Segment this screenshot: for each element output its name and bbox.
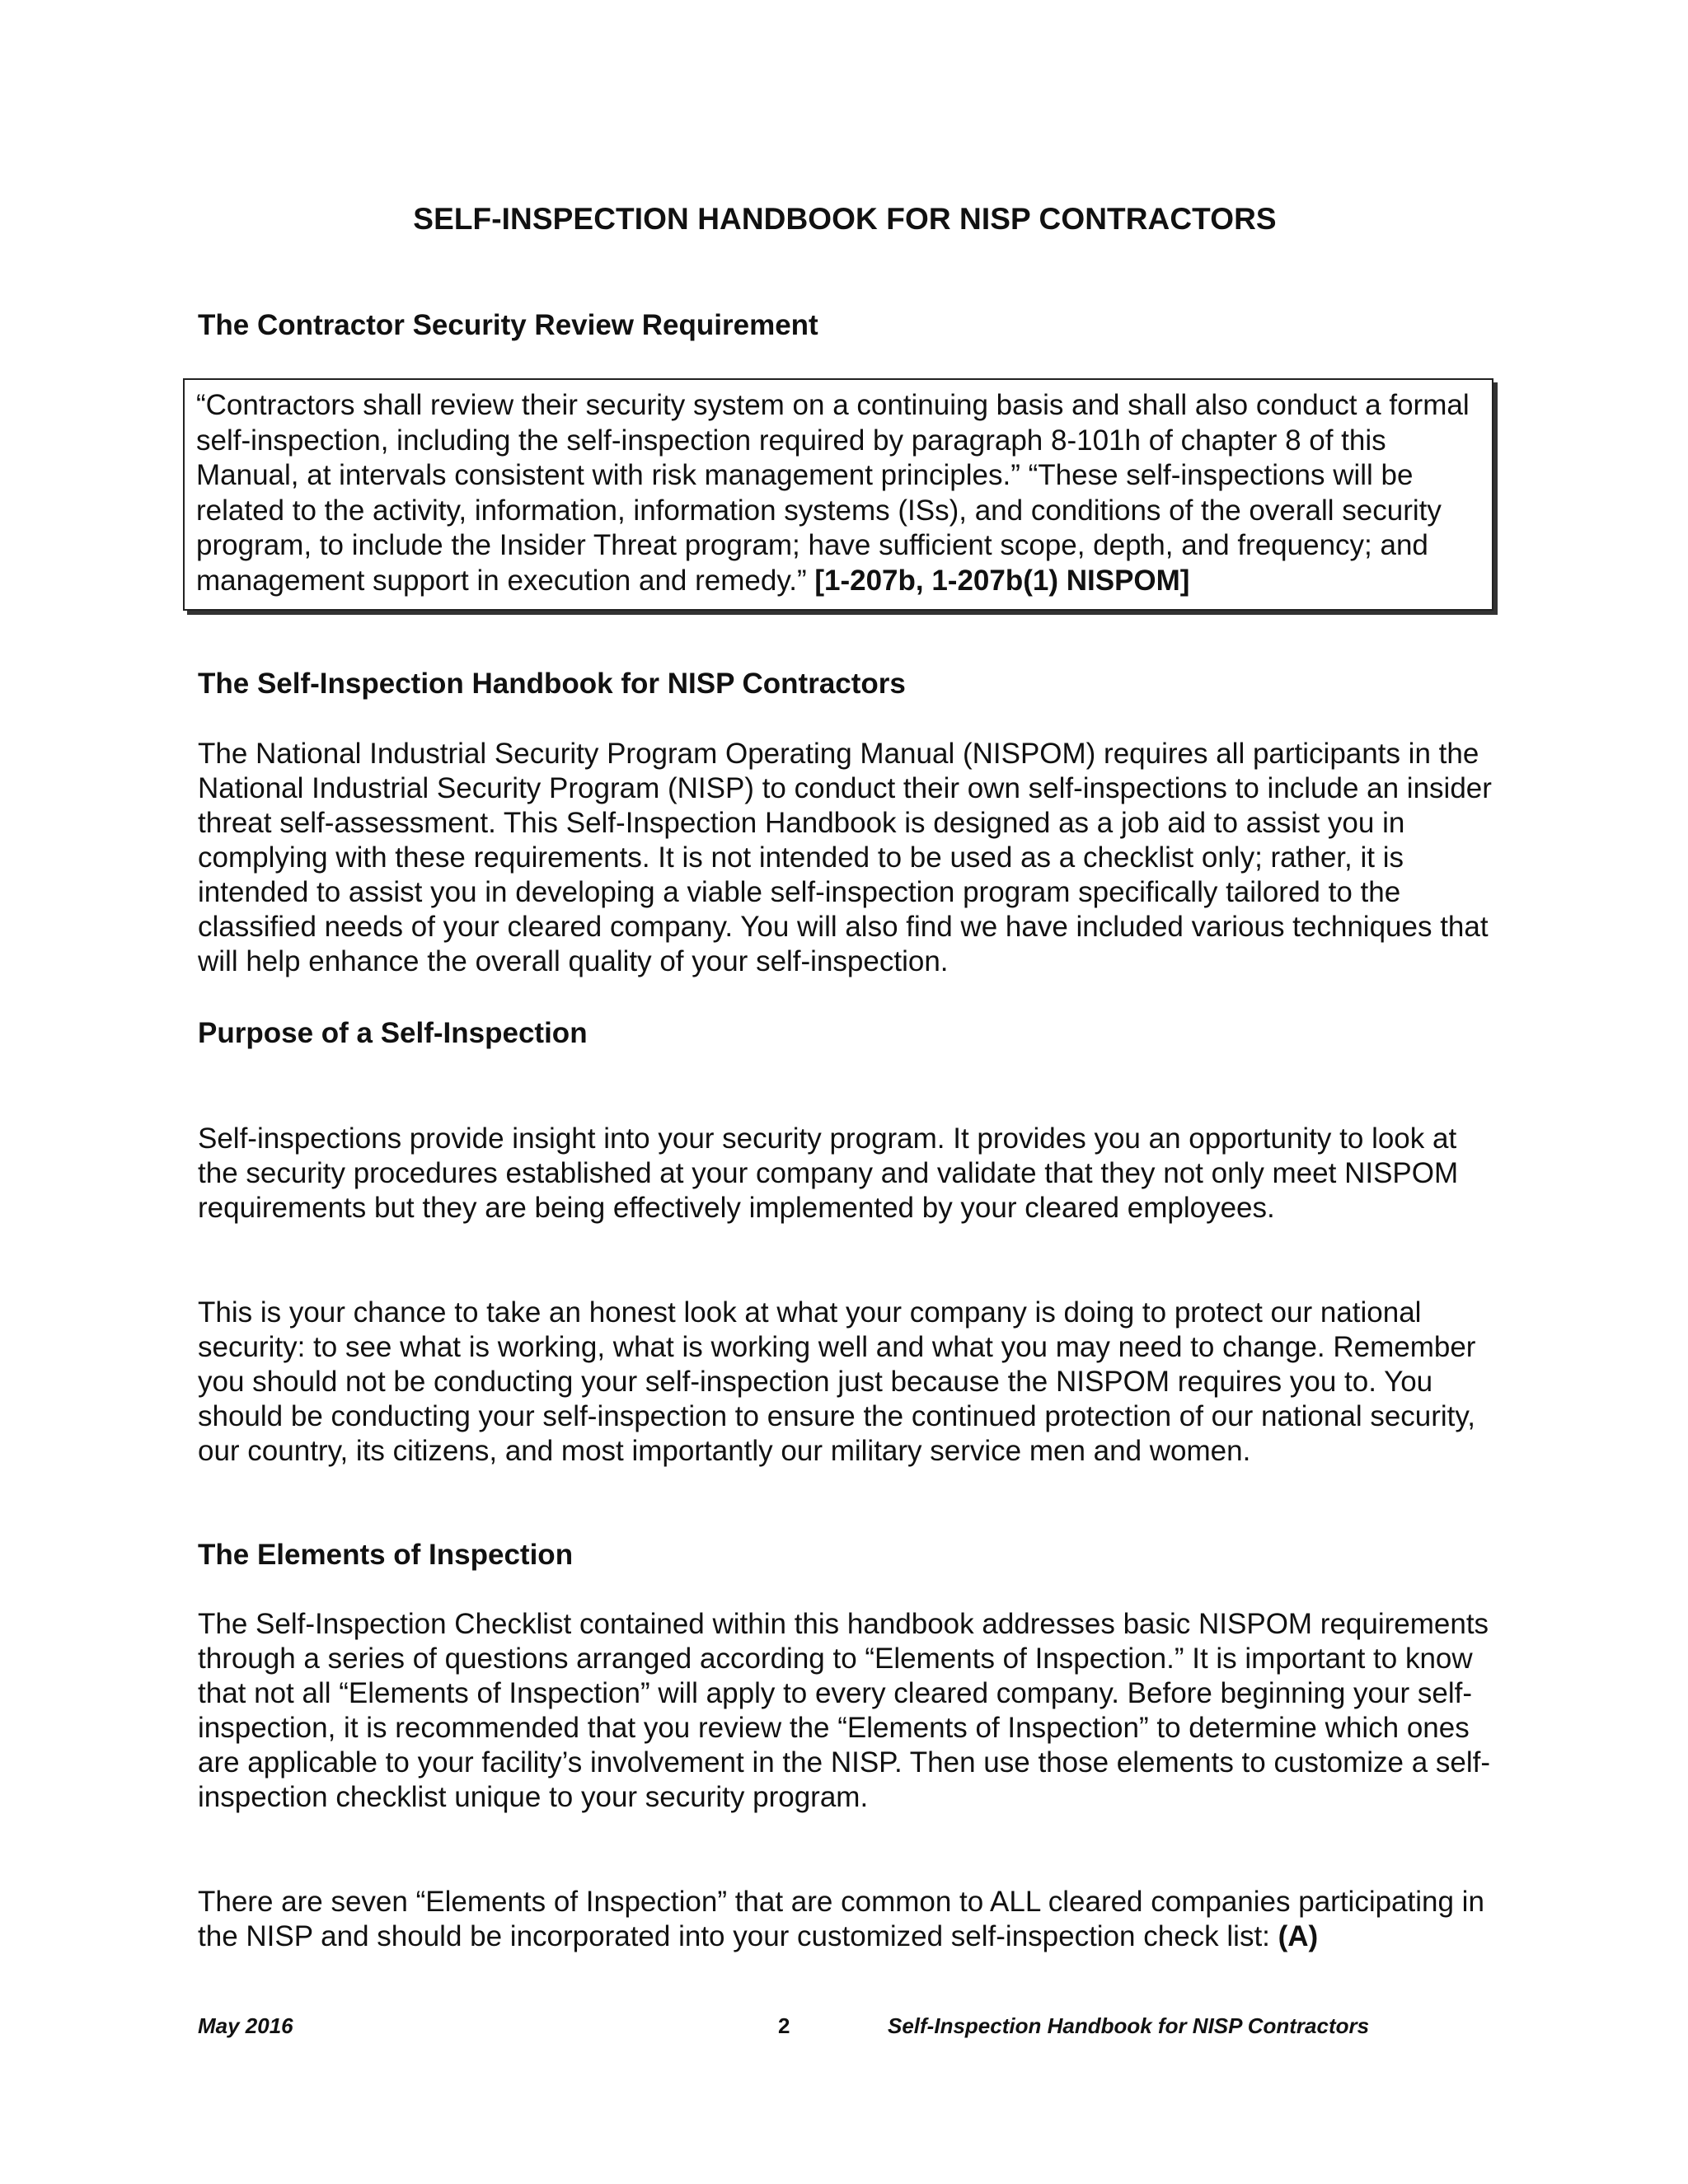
section-heading-elements: The Elements of Inspection xyxy=(198,1539,574,1571)
elements-paragraph-2 xyxy=(198,1885,1500,1954)
footer-document-title: Self-Inspection Handbook for NISP Contractors xyxy=(888,2013,1370,2038)
section-heading-review-requirement: The Contractor Security Review Requirement xyxy=(198,309,818,341)
elements-list-marker: (A) xyxy=(1278,1920,1319,1952)
quote-box xyxy=(183,378,1493,611)
purpose-paragraph-2: This is your chance to take an honest look at what your company is doing to protect our national security: to see what is working, what is working well and what you may need to change. Remember you should not be conducting your self-inspection just because the NISPOM requires you to. You should be conducting your self-inspection to ensure the continued protection of our national security, our country, its citizens, and most importantly our military service men and women. xyxy=(198,1296,1476,1467)
footer-date: May 2016 xyxy=(198,2013,293,2038)
page-title: SELF-INSPECTION HANDBOOK FOR NISP CONTRACTORS xyxy=(413,202,1277,236)
purpose-paragraph-1: Self-inspections provide insight into your security program. It provides you an opportunity to look at the security procedures established at your company and validate that they not only meet NISPOM requirements but they are being effectively implemented by your cleared employees. xyxy=(198,1122,1459,1224)
quote-text xyxy=(196,388,1490,598)
elements-paragraph-2-text: There are seven “Elements of Inspection” that are common to ALL cleared companies participating in the NISP and should be incorporated into your customized self-inspection check list: xyxy=(198,1886,1484,1952)
quote-citation: [1-207b, 1-207b(1) NISPOM] xyxy=(814,564,1190,597)
quote-body: “Contractors shall review their security system on a continuing basis and shall also conduct a formal self-inspection, including the self-inspection required by paragraph 8-101h of chapter 8 of this Manual, at intervals consistent with risk management principles.” “These self-inspections will be related to the activity, information, information systems (ISs), and conditions of the overall security program, to include the Insider Threat program; have sufficient scope, depth, and frequency; and management support in execution and remedy.” xyxy=(196,389,1470,597)
footer-page-number: 2 xyxy=(778,2013,790,2038)
handbook-paragraph: The National Industrial Security Program Operating Manual (NISPOM) requires all participants in the National Industrial Security Program (NISP) to conduct their own self-inspections to include an insider threat self-assessment. This Self-Inspection Handbook is designed as a job aid to assist you in complying with these requirements. It is not intended to be used as a checklist only; rather, it is intended to assist you in developing a viable self-inspection program specifically tailored to the classified needs of your cleared company. You will also find we have included various techniques that will help enhance the overall quality of your self-inspection. xyxy=(198,738,1492,977)
section-heading-purpose: Purpose of a Self-Inspection xyxy=(198,1017,588,1049)
section-heading-handbook: The Self-Inspection Handbook for NISP Contractors xyxy=(198,668,906,700)
elements-paragraph-1: The Self-Inspection Checklist contained within this handbook addresses basic NISPOM requirements through a series of questions arranged according to “Elements of Inspection.” It is important to know that not all “Elements of Inspection” will apply to every cleared company. Before beginning your self-inspection, it is recommended that you review the “Elements of Inspection” to determine which ones are applicable to your facility’s involvement in the NISP. Then use those elements to customize a self-inspection checklist unique to your security program. xyxy=(198,1608,1491,1813)
